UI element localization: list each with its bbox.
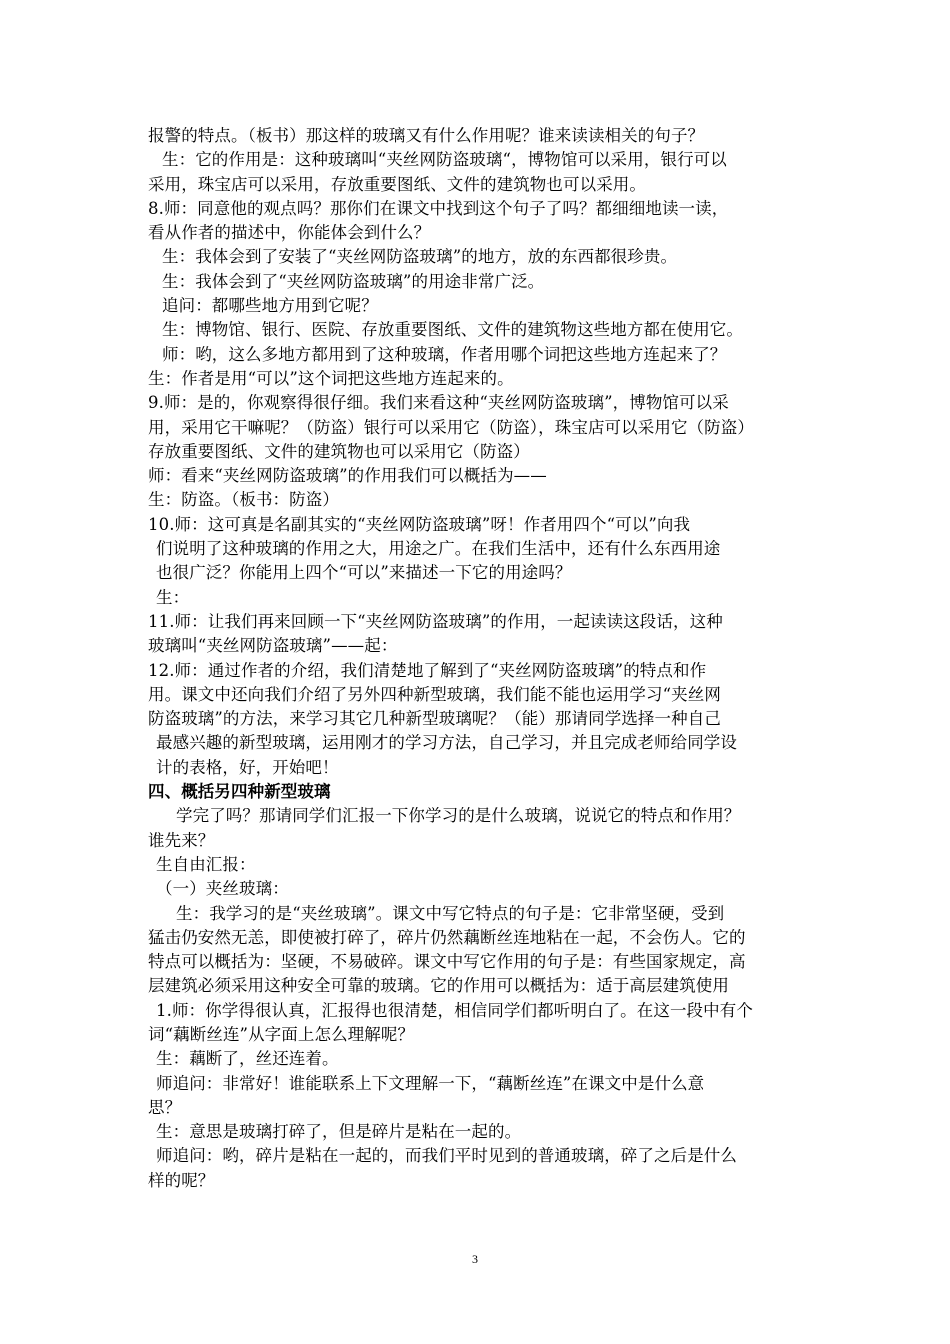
text-line: 10.师：这可真是名副其实的“夹丝网防盗玻璃”呀！作者用四个“可以”向我 [148,514,691,534]
text-line: 猛击仍安然无恙，即使被打碎了，碎片仍然藕断丝连地粘在一起，不会伤人。它的 [148,927,746,947]
text-line: 师：看来“夹丝网防盗玻璃”的作用我们可以概括为—— [148,466,547,486]
text-line: 用。课文中还向我们介绍了另外四种新型玻璃，我们能不能也运用学习“夹丝网 [148,684,721,704]
text-line: 样的呢？ [148,1170,215,1190]
text-line: 用，采用它干嘛呢？（防盗）银行可以采用它（防盗），珠宝店可以采用它（防盗） [148,417,754,437]
section-heading: 四、概括另四种新型玻璃 [148,782,331,802]
text-line: 词“藕断丝连”从字面上怎么理解呢？ [148,1024,415,1044]
text-line: 生：意思是玻璃打碎了，但是碎片是粘在一起的。 [156,1122,522,1142]
text-line: 9.师：是的，你观察得很仔细。我们来看这种“夹丝网防盗玻璃”，博物馆可以采 [148,393,729,413]
text-line: 采用，珠宝店可以采用，存放重要图纸、文件的建筑物也可以采用。 [148,174,646,194]
text-line: 生：作者是用“可以”这个词把这些地方连起来的。 [148,368,514,388]
text-line: 也很广泛？你能用上四个“可以”来描述一下它的用途吗？ [156,563,572,583]
text-line: 计的表格，好，开始吧！ [156,757,339,777]
text-line: 师追问：非常好！谁能联系上下文理解一下，“藕断丝连”在课文中是什么意 [156,1073,705,1093]
text-line: 生： [156,587,190,607]
text-line: 报警的特点。（板书）那这样的玻璃又有什么作用呢？谁来读读相关的句子？ [148,126,705,145]
text-line: 8.师：同意他的观点吗？那你们在课文中找到这个句子了吗？都细细地读一读， [148,198,729,218]
text-line: 生：防盗。（板书：防盗） [148,490,339,510]
text-line: 1.师：你学得很认真，汇报得也很清楚，相信同学们都听明白了。在这一段中有个 [156,1000,753,1020]
text-line: 生自由汇报： [156,854,256,874]
text-line: 层建筑必须采用这种安全可靠的玻璃。它的作用可以概括为：适于高层建筑使用 [148,976,729,996]
text-line: 们说明了这种玻璃的作用之大，用途之广。在我们生活中，还有什么东西用途 [156,539,721,559]
text-line: 玻璃叫“夹丝网防盗玻璃”——起： [148,636,398,656]
document-body [148,124,816,1193]
text-line: 最感兴趣的新型玻璃，运用刚才的学习方法，自己学习，并且完成老师给同学设 [156,733,737,753]
text-line: 谁先来？ [148,830,215,850]
text-line: 生：我体会到了“夹丝网防盗玻璃”的用途非常广泛。 [162,271,545,291]
page-number: 3 [472,1252,478,1266]
text-line: 11.师：让我们再来回顾一下“夹丝网防盗玻璃”的作用，一起读读这段话，这种 [148,611,723,631]
text-line: 生：博物馆、银行、医院、存放重要图纸、文件的建筑物这些地方都在使用它。 [162,320,743,340]
text-line: 看从作者的描述中，你能体会到什么？ [148,223,431,243]
text-line: 生：我学习的是“夹丝玻璃”。课文中写它特点的句子是：它非常坚硬，受到 [176,903,725,923]
text-line: （一）夹丝玻璃： [156,879,289,899]
text-line: 学完了吗？那请同学们汇报一下你学习的是什么玻璃，说说它的特点和作用？ [176,806,741,826]
text-line: 思？ [148,1097,182,1117]
text-line: 存放重要图纸、文件的建筑物也可以采用它（防盗） [148,441,530,461]
text-line: 特点可以概括为：坚硬，不易破碎。课文中写它作用的句子是：有些国家规定，高 [148,952,746,972]
text-line: 师追问：哟，碎片是粘在一起的，而我们平时见到的普通玻璃，碎了之后是什么 [156,1146,737,1166]
text-line: 生：我体会到了安装了“夹丝网防盗玻璃”的地方，放的东西都很珍贵。 [162,247,678,267]
text-line: 追问：都哪些地方用到它呢？ [162,296,378,316]
text-line: 师：哟，这么多地方都用到了这种玻璃，作者用哪个词把这些地方连起来了？ [162,344,727,364]
text-line: 防盗玻璃”的方法，来学习其它几种新型玻璃呢？（能）那请同学选择一种自己 [148,709,721,729]
text-line: 生：藕断了，丝还连着。 [156,1049,339,1069]
text-line: 12.师：通过作者的介绍，我们清楚地了解到了“夹丝网防盗玻璃”的特点和作 [148,660,707,680]
text-line: 生：它的作用是：这种玻璃叫“夹丝网防盗玻璃“，博物馆可以采用，银行可以 [162,150,727,170]
